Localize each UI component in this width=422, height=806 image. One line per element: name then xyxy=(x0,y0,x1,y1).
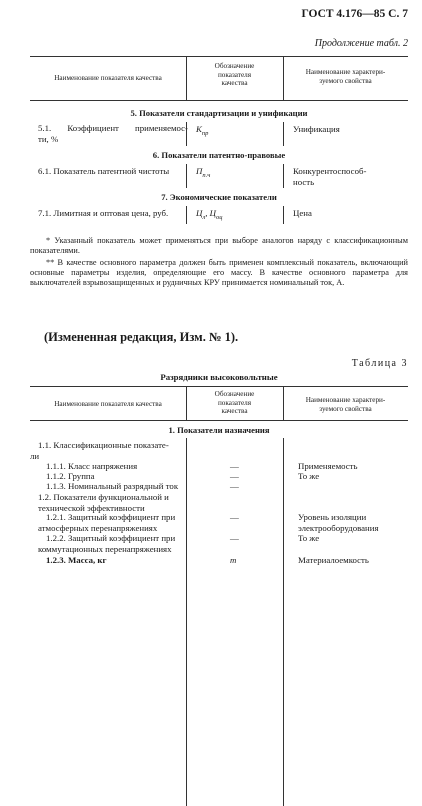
table-continuation-label: Продолжение табл. 2 xyxy=(314,38,408,49)
table2-row-symbol: $K_{пр}$ xyxy=(196,124,209,137)
table2-col-divider xyxy=(186,206,187,224)
table3-row-property: Материалоемкость xyxy=(298,555,369,565)
table3-col-name-header: Наименование показателя качества xyxy=(54,400,162,408)
table2-row-name: 7.1. Лимитная и оптовая цена, руб. xyxy=(38,208,169,218)
table2-row-property: Конкурентоспособ- ность xyxy=(293,166,367,187)
table2-col-divider xyxy=(186,164,187,188)
table3-row-property: То же xyxy=(298,533,320,543)
table2-col-symbol-header: Обозначение показателя качества xyxy=(214,62,255,87)
table3-col-symbol-header: Обозначение показателя качества xyxy=(214,390,255,415)
table2-row-property: Унификация xyxy=(293,124,340,134)
table2-section-title: 6. Показатели патентно-правовые xyxy=(152,150,286,160)
edition-note: (Измененная редакция, Изм. № 1). xyxy=(44,330,239,344)
table3-row-name: 1.2.2. Защитный коэффициент при коммутационных перенапряжениях xyxy=(38,533,176,554)
table3-row-name: 1.2. Показатели функциональной и технической эффективности xyxy=(38,492,169,513)
footnote: * Указанный показатель может применяться при выборе аналогов наряду с классификационным показателями. xyxy=(30,236,408,256)
table3-row-symbol: m xyxy=(230,555,237,565)
table3-row-property: То же xyxy=(298,471,320,481)
table3-row-symbol: — xyxy=(230,533,239,543)
table3-row-name: 1.2.1. Защитный коэффициент при атмосферных перенапряжениях xyxy=(38,512,176,533)
table2-header-rule xyxy=(30,100,408,101)
table3-row-symbol: — xyxy=(230,471,239,481)
table2-col-divider xyxy=(283,206,284,224)
table2-row-symbol: $Ц_л$, $Ц_{оц}$ xyxy=(196,208,223,221)
footnote: ** В качестве основного параметра должен быть применен комплексный показатель, включающий основные параметры изделия, определяющие его массу. В качестве основного параметра для выключателей взрывозащищенных и рудничных КРУ принимается номинальный ток, А. xyxy=(30,258,408,288)
table2-col-name-header: Наименование показателя качества xyxy=(54,74,162,82)
table2-col-divider xyxy=(283,122,284,146)
table3-row-symbol: — xyxy=(230,512,239,522)
table3-row-name: 1.1.1. Класс напряжения xyxy=(46,461,138,471)
table3-col-divider xyxy=(283,386,284,806)
table2-row-property: Цена xyxy=(293,208,312,218)
table3-row-name: 1.2.3. Масса, кг xyxy=(46,555,107,565)
table3-col-property-header: Наименование характери- зуемого свойства xyxy=(305,396,386,413)
table3-row-name: 1.1.2. Группа xyxy=(46,471,95,481)
page-header: ГОСТ 4.176—85 С. 7 xyxy=(301,8,408,20)
table2-row-name: 6.1. Показатель патентной чистоты xyxy=(38,166,170,176)
table3-col-divider xyxy=(186,386,187,806)
table3-row-name: 1.1. Классификационные показате- ли xyxy=(30,440,169,461)
table3-row-symbol: — xyxy=(230,481,239,491)
table3-row-symbol: — xyxy=(230,461,239,471)
table3-number: Таблица 3 xyxy=(351,358,408,369)
table2-col-divider xyxy=(186,122,187,146)
table3-top-rule xyxy=(30,386,408,387)
table2-col-property-header: Наименование характери- зуемого свойства xyxy=(305,68,386,85)
table2-row-name: 5.1. Коэффициент применяемос- ти, % xyxy=(38,123,188,144)
table3-row-name: 1.1.3. Номинальный разрядный ток xyxy=(46,481,179,491)
table3-title: Разрядники высоковольтные xyxy=(160,372,278,382)
table2-section-title: 7. Экономические показатели xyxy=(161,192,277,202)
table2-row-symbol: $П_{п.ч}$ xyxy=(196,166,211,179)
table3-section-title: 1. Показатели назначения xyxy=(168,425,270,435)
table2-col-divider xyxy=(283,164,284,188)
table2-top-rule xyxy=(30,56,408,57)
table3-row-property: Применяемость xyxy=(298,461,358,471)
table3-row-property: Уровень изоляции электрооборудования xyxy=(298,512,379,533)
table2-section-title: 5. Показатели стандартизации и унификации xyxy=(130,108,308,118)
